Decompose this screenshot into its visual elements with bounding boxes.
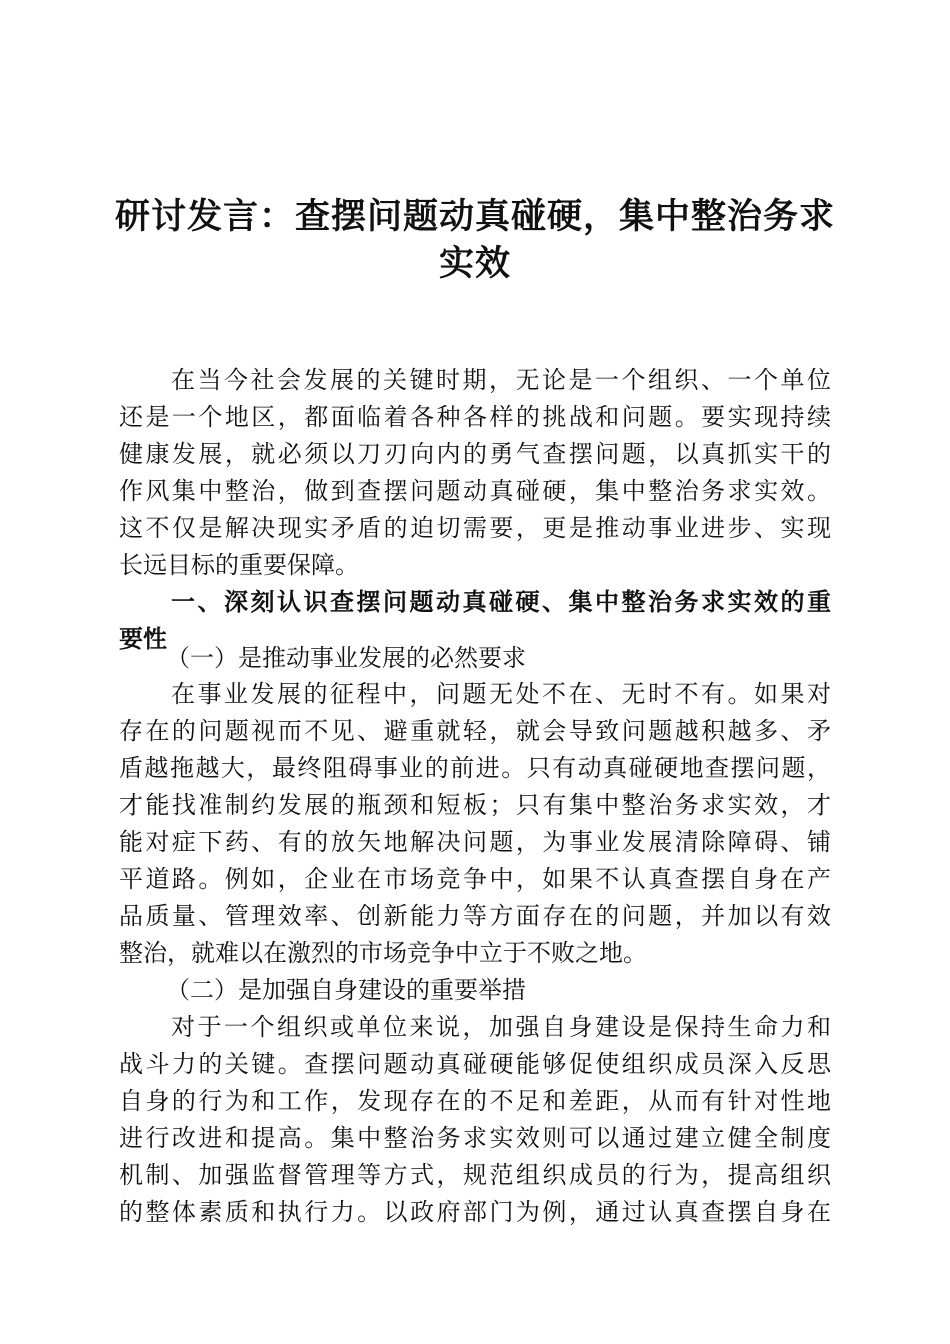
document-title-line-1: 研讨发言：查摆问题动真碰硬，集中整治务求 bbox=[114, 197, 835, 237]
paragraph-line: 在事业发展的征程中，问题无处不在、无时不有。如果对 bbox=[171, 680, 831, 708]
paragraph-line: 健康发展，就必须以刀刃向内的勇气查摆问题，以真抓实干的 bbox=[119, 440, 831, 468]
section-heading-line: 一、深刻认识查摆问题动真碰硬、集中整治务求实效的重 bbox=[171, 588, 831, 616]
paragraph-line: 这不仅是解决现实矛盾的迫切需要，更是推动事业进步、实现 bbox=[119, 514, 831, 542]
paragraph-line: 盾越拖越大，最终阻碍事业的前进。只有动真碰硬地查摆问题， bbox=[119, 754, 831, 782]
paragraph-line: 机制、加强监督管理等方式，规范组织成员的行为，提高组织 bbox=[119, 1161, 831, 1189]
paragraph-line: 能对症下药、有的放矢地解决问题，为事业发展清除障碍、铺 bbox=[119, 828, 831, 856]
paragraph-line: 自身的行为和工作，发现存在的不足和差距，从而有针对性地 bbox=[119, 1087, 831, 1115]
paragraph-line: 在当今社会发展的关键时期，无论是一个组织、一个单位 bbox=[171, 366, 831, 394]
document-title-line-2: 实效 bbox=[438, 244, 511, 284]
paragraph-line: 战斗力的关键。查摆问题动真碰硬能够促使组织成员深入反思 bbox=[119, 1050, 831, 1078]
subsection-heading: （二）是加强自身建设的重要举措 bbox=[166, 976, 526, 1004]
paragraph-line: 存在的问题视而不见、避重就轻，就会导致问题越积越多、矛 bbox=[119, 717, 831, 745]
paragraph-line: 整治，就难以在激烈的市场竞争中立于不败之地。 bbox=[119, 939, 647, 967]
paragraph-line: 才能找准制约发展的瓶颈和短板；只有集中整治务求实效，才 bbox=[119, 791, 831, 819]
paragraph-line: 平道路。例如，企业在市场竞争中，如果不认真查摆自身在产 bbox=[119, 865, 831, 893]
paragraph-line: 还是一个地区，都面临着各种各样的挑战和问题。要实现持续 bbox=[119, 403, 831, 431]
paragraph-line: 的整体素质和执行力。以政府部门为例，通过认真查摆自身在 bbox=[119, 1198, 831, 1226]
paragraph-line: 进行改进和提高。集中整治务求实效则可以通过建立健全制度 bbox=[119, 1124, 831, 1152]
paragraph-line: 长远目标的重要保障。 bbox=[119, 551, 359, 579]
paragraph-line: 品质量、管理效率、创新能力等方面存在的问题，并加以有效 bbox=[119, 902, 831, 930]
subsection-heading: （一）是推动事业发展的必然要求 bbox=[166, 644, 526, 672]
paragraph-line: 作风集中整治，做到查摆问题动真碰硬，集中整治务求实效。 bbox=[119, 477, 831, 505]
section-heading-line: 要性 bbox=[119, 625, 167, 653]
paragraph-line: 对于一个组织或单位来说，加强自身建设是保持生命力和 bbox=[171, 1013, 831, 1041]
